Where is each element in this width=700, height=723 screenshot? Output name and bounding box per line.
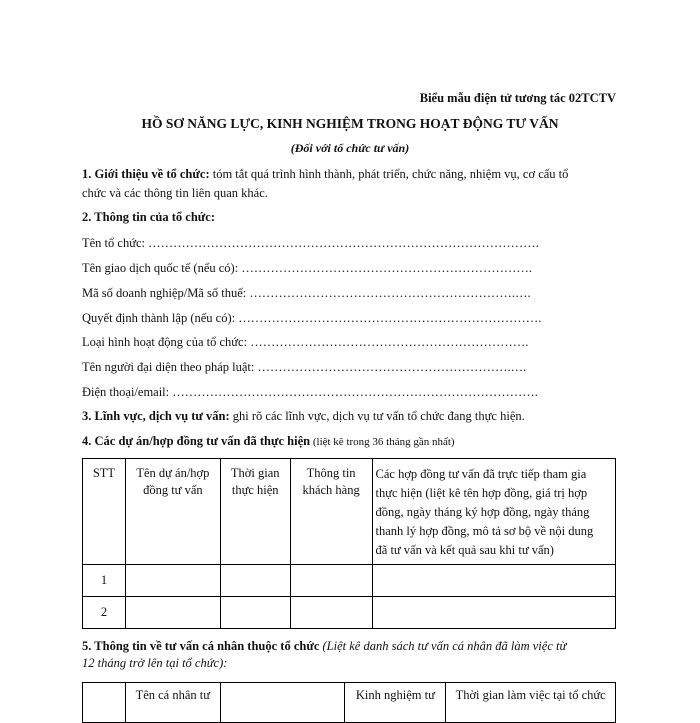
field-org-type: Loại hình hoạt động của tổ chức: ………………………………………………………….	[82, 335, 529, 349]
table-cell[interactable]	[125, 565, 220, 597]
field-intl-name: Tên giao dịch quốc tế (nếu có): …………………………………………………………….	[82, 261, 532, 275]
header-work-duration: Thời gian làm việc tại tổ chức	[446, 683, 616, 723]
section4-heading: 4. Các dự án/hợp đồng tư vấn đã thực hiện	[82, 434, 311, 448]
section4-line	[82, 433, 455, 450]
consultants-table	[82, 682, 616, 723]
field-contact: Điện thoại/email: …………………………………………………………………………….	[82, 385, 538, 399]
section1-line2: chức và các thông tin liên quan khác.	[82, 186, 268, 200]
table-cell[interactable]	[372, 597, 615, 629]
table-cell[interactable]	[290, 597, 372, 629]
field-representative: Tên người đại diện theo pháp luật: …………………………………………………….….	[82, 360, 527, 374]
document-title: HỒ SƠ NĂNG LỰC, KINH NGHIỆM TRONG HOẠT ĐỘNG TƯ VẤN	[141, 116, 559, 131]
row-number: 2	[83, 597, 126, 629]
header-project-name: Tên dự án/hợp đồng tư vấn	[125, 459, 220, 565]
field-org-name: Tên tổ chức: ………………………………………………………………………………….	[82, 236, 539, 250]
section5-line2: 12 tháng trở lên tại tổ chức):	[82, 656, 228, 670]
section5-heading: 5. Thông tin về tư vấn cá nhân thuộc tổ chức	[82, 639, 320, 653]
header-client-info: Thông tin khách hàng	[290, 459, 372, 565]
section1-line1	[82, 166, 568, 182]
table-row	[83, 597, 616, 629]
projects-table	[82, 458, 616, 629]
header-experience: Kinh nghiệm tư	[345, 683, 446, 723]
header-consultant-name: Tên cá nhân tư	[125, 683, 220, 723]
field-tax-code: Mã số doanh nghiệp/Mã số thuế: ……………………………………………………….….	[82, 286, 531, 300]
section3-text: ghi rõ các lĩnh vực, dịch vụ tư vấn tổ chức đang thực hiện.	[229, 409, 525, 423]
section5-note: (Liệt kê danh sách tư vấn cá nhân đã làm việc từ	[319, 639, 567, 653]
header-contracts: Các hợp đồng tư vấn đã trực tiếp tham gia thực hiện (liệt kê tên hợp đồng, giá trị hợp đồng, ngày tháng ký hợp đồng, ngày tháng thanh lý hợp đồng, mô tả sơ bộ về nội dung đã tư vấn và kết quả sau khi tư vấn)	[372, 459, 615, 565]
table-cell[interactable]	[220, 565, 290, 597]
section3-line	[82, 408, 525, 424]
section2-heading: 2. Thông tin của tổ chức:	[82, 210, 215, 224]
table-cell[interactable]	[372, 565, 615, 597]
table-cell[interactable]	[290, 565, 372, 597]
header-blank	[220, 683, 345, 723]
row-number: 1	[83, 565, 126, 597]
section5-line1	[82, 638, 566, 654]
section3-heading: 3. Lĩnh vực, dịch vụ tư vấn:	[82, 409, 230, 423]
table-row	[83, 565, 616, 597]
table-cell[interactable]	[220, 597, 290, 629]
section1-heading: 1. Giới thiệu về tổ chức:	[82, 167, 210, 181]
field-establishment: Quyết định thành lập (nếu có): ……………………………………………………………….	[82, 311, 542, 325]
projects-table-header-row	[83, 459, 616, 565]
header-duration: Thời gian thực hiện	[220, 459, 290, 565]
document-subtitle: (Đối với tổ chức tư vấn)	[290, 141, 410, 155]
header-stt: STT	[83, 459, 126, 565]
section4-note: (liệt kê trong 36 tháng gần nhất)	[310, 436, 455, 448]
table-cell[interactable]	[125, 597, 220, 629]
section1-text: tóm tắt quá trình hình thành, phát triển, chức năng, nhiệm vụ, cơ cấu tổ	[209, 167, 569, 181]
form-code: Biểu mẫu điện tử tương tác 02TCTV	[419, 91, 616, 105]
consultants-table-header-row	[83, 683, 616, 723]
header-stt	[83, 683, 126, 723]
